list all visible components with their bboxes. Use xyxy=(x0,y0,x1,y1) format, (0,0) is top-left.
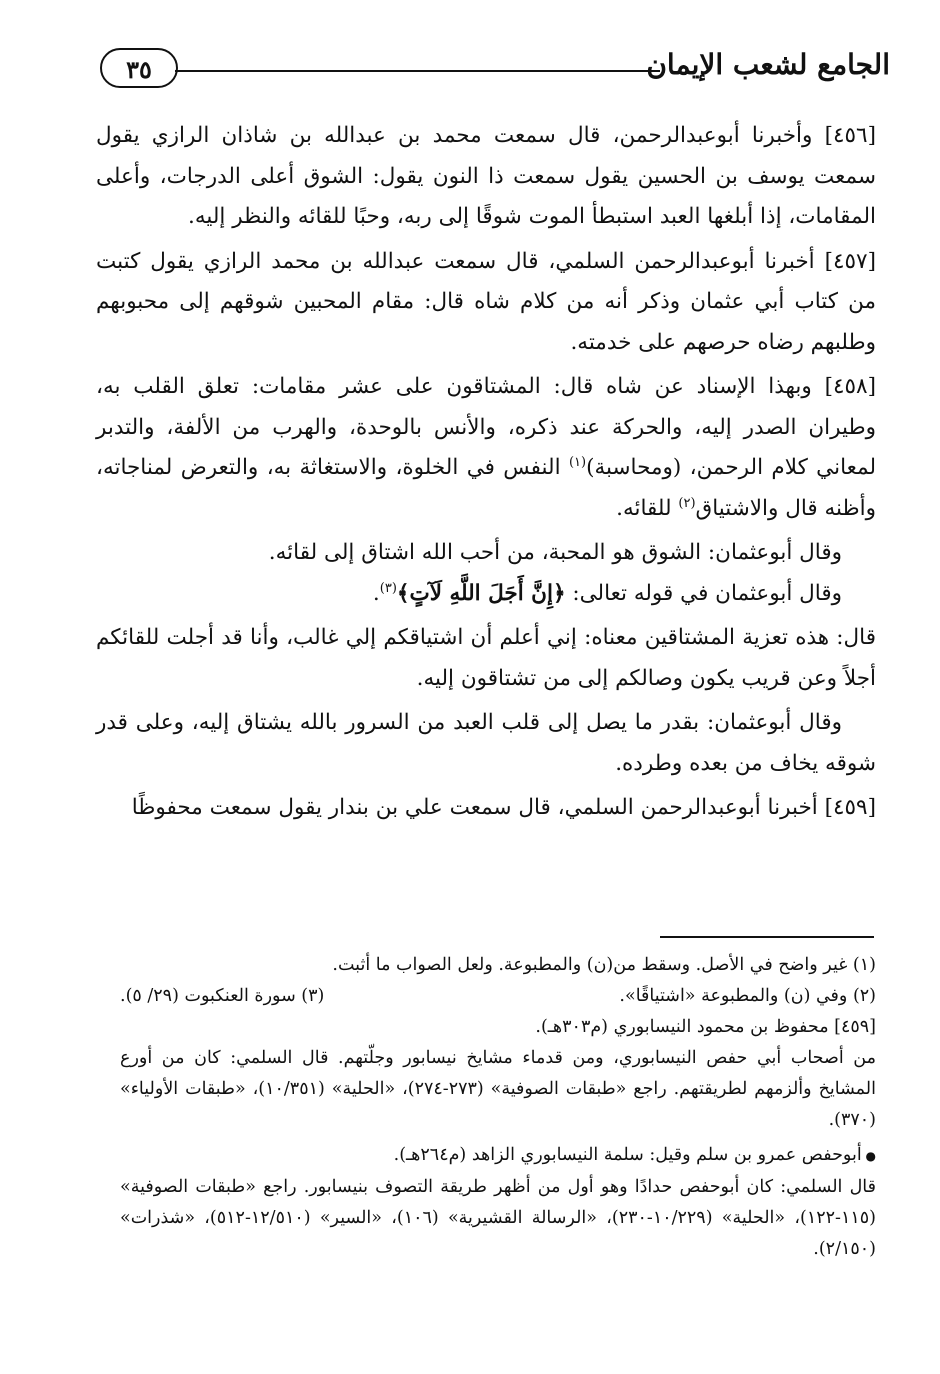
quran-verse: ﴿إِنَّ أَجَلَ اللَّهِ لَآتٍ﴾ xyxy=(396,580,566,606)
footnotes xyxy=(120,950,876,1265)
footnote-1: (١) غير واضح في الأصل. وسقط من(ن) والمطبوعة. ولعل الصواب ما أثبت. xyxy=(332,955,876,975)
qala-paragraph: قال: هذه تعزية المشتاقين معناه: إني أعلم أن اشتياقكم إلي غالب، وأنا قد أجلت للقائكم أجلاً وعن قريب يكون وصالكم إلى من تشتاقون إليه. xyxy=(96,625,876,691)
page-number: ٣٥ xyxy=(100,48,178,88)
paragraph-text: أخبرنا أبوعبدالرحمن السلمي، قال سمعت علي بن بندار يقول سمعت محفوظًا xyxy=(131,795,818,820)
paragraph-457 xyxy=(96,242,876,364)
abu-uthman-line-3: وقال أبوعثمان: بقدر ما يصل إلى قلب العبد من السرور بالله يشتاق إليه، وعلى قدر شوقه يخاف من بعده وطرده. xyxy=(96,710,876,776)
line-text: وقال أبوعثمان في قوله تعالى: xyxy=(572,580,842,606)
footnote-2: (٢) وفي (ن) والمطبوعة «اشتياقًا». xyxy=(619,986,876,1006)
hadith-number: [٤٥٦] xyxy=(824,123,876,148)
paragraph-text: أخبرنا أبوعبدالرحمن السلمي، قال سمعت عبدالله بن محمد الرازي يقول كتبت من كتاب أبي عثمان وذكر أنه من كلام شاه قال: مقام المحبين شوقهم إلى محبوبهم وطلبهم رضاه حرصهم على خدمته. xyxy=(96,248,876,355)
footnote-3: (٣) سورة العنكبوت (٢٩/ ٥). xyxy=(120,986,325,1006)
paragraph-459 xyxy=(96,788,876,829)
abu-uthman-line-2 xyxy=(96,574,876,615)
hadith-number: [٤٥٩] xyxy=(824,795,876,820)
paragraph-text: للقائه. xyxy=(616,495,672,521)
footnote-ref-2: (٢) xyxy=(678,495,696,511)
paragraph-text: وأخبرنا أبوعبدالرحمن، قال سمعت محمد بن عبدالله بن شاذان الرازي يقول سمعت يوسف بن الحسين يقول سمعت ذا النون يقول: الشوق أعلى الدرجات، وأعلى المقامات، إذا أبلغها العبد استبطأ الموت شوقًا إلى ربه، وحبًا للقائه والنظر إليه. xyxy=(96,123,876,229)
footnote-ref-3: (٣) xyxy=(379,580,397,596)
hadith-number: [٤٥٧] xyxy=(824,248,876,274)
footnote-row xyxy=(120,981,876,1012)
bio-459-body: من أصحاب أبي حفص النيسابوري، ومن قدماء مشايخ نيسابور وجلّتهم. قال السلمي: كان من أورع المشايخ وألزمهم لطريقتهم. راجع «طبقات الصوفية» (٢٧٣-٢٧٤)، «الحلية» (١٠/٣٥١)، «طبقات الأولياء» (٣٧٠). xyxy=(120,1048,876,1130)
bio-459-head: [٤٥٩] محفوظ بن محمود النيسابوري (م٣٠٣هـ). xyxy=(535,1017,876,1037)
paragraph-456 xyxy=(96,116,876,238)
paragraph-text: وبهذا الإسناد عن شاه قال: المشتاقون على عشر مقامات: تعلق القلب به، وطيران الصدر إليه، والحركة عند ذكره، والأنس بالوحدة، والهرب من الألفة، والتدبر لمعاني كلام الرحمن، (ومحاسبة) xyxy=(96,374,876,480)
page-header xyxy=(100,40,890,96)
main-text xyxy=(96,116,876,829)
paragraph-text: النفس في الخلوة، والاستغاثة به، والتعرض لمناجاته، وأظنه قال والاشتياق xyxy=(96,455,876,521)
footnote-separator xyxy=(660,936,874,938)
footnote-ref-1: (١) xyxy=(568,454,587,470)
line-text: . xyxy=(372,580,380,606)
bio-abuhafs-body: قال السلمي: كان أبوحفص حدادًا وهو أول من أظهر طريقة التصوف بنيسابور. راجع «طبقات الصوفية» (١١٥-١٢٢)، «الحلية» (١٠/٢٢٩-٢٣٠)، «الرسالة القشيرية» (١٠٦)، «السير» (١٢/٥١٠-٥١٢)، «شذرات» (٢/١٥٠). xyxy=(120,1177,876,1259)
paragraph-458 xyxy=(96,367,876,529)
abu-uthman-line-1: وقال أبوعثمان: الشوق هو المحبة، من أحب الله اشتاق إلى لقائه. xyxy=(268,540,842,565)
book-title: الجامع لشعب الإيمان xyxy=(646,48,890,81)
hadith-number: [٤٥٨] xyxy=(824,374,876,399)
bio-abuhafs-head: ● أبوحفص عمرو بن سلم وقيل: سلمة النيسابوري الزاهد (م٢٦٤هـ). xyxy=(120,1140,876,1172)
header-rule xyxy=(175,70,660,72)
